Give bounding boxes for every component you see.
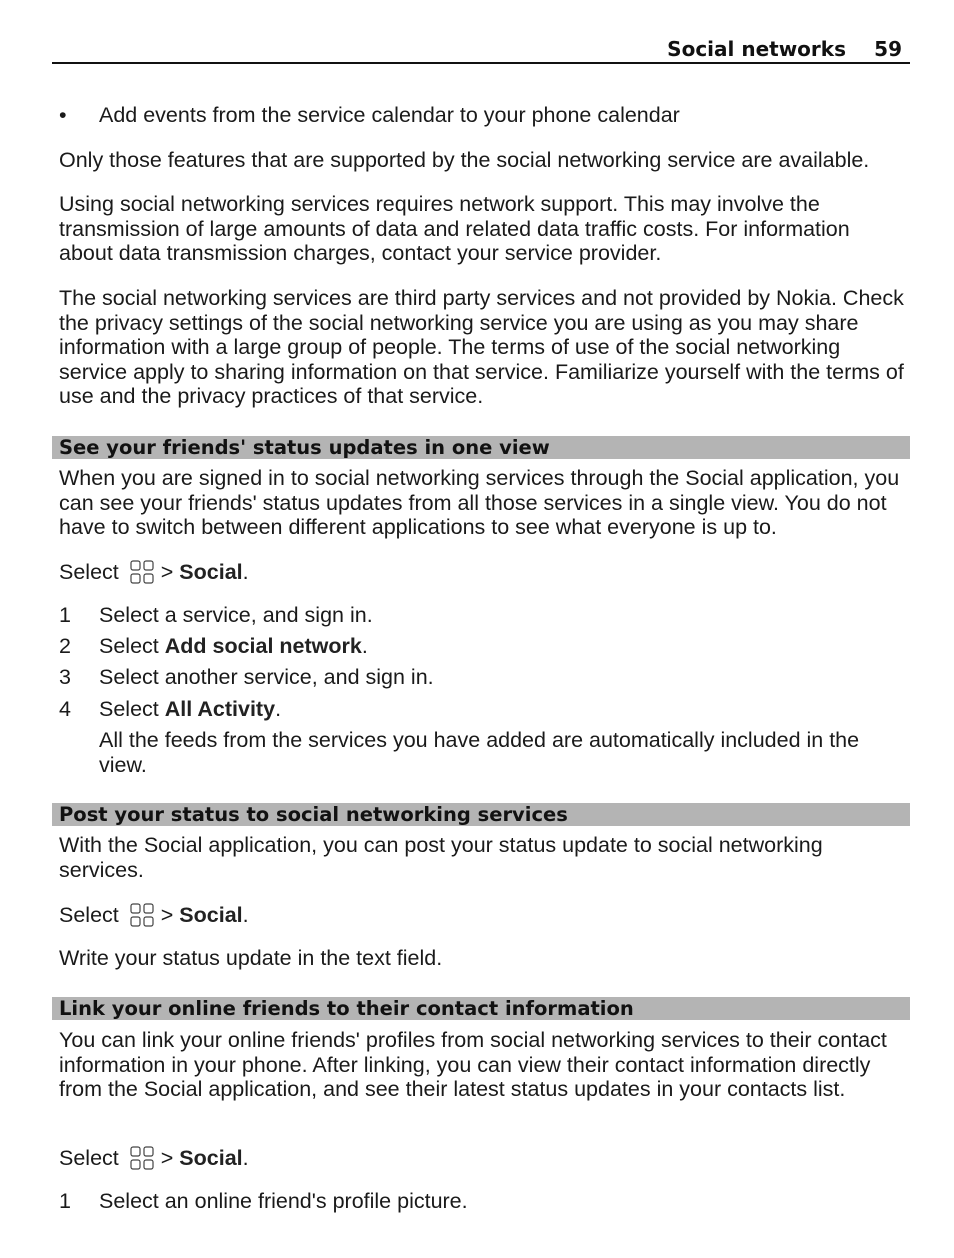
step-number: 1: [59, 1189, 71, 1213]
step-item: [59, 697, 905, 722]
social-app-label: Social: [179, 1146, 243, 1170]
section-heading: Link your online friends to their contact information: [59, 997, 634, 1020]
instruction-text: Write your status update in the text field.: [59, 946, 443, 970]
step-text: Select an online friend's profile picture.: [99, 1189, 468, 1213]
step-prefix: Select: [99, 697, 165, 721]
step-text: Select another service, and sign in.: [99, 665, 434, 689]
period: .: [242, 1146, 249, 1170]
step-number: 2: [59, 634, 71, 658]
section-heading-bar: [52, 803, 910, 826]
step-note: All the feeds from the services you have added are automatically included in the view.: [99, 728, 860, 777]
step-prefix: Select: [99, 634, 165, 658]
section-heading-bar: [52, 436, 910, 459]
bullet-text: Add events from the service calendar to your phone calendar: [99, 103, 680, 127]
path-separator: >: [160, 560, 174, 584]
select-instruction: [59, 902, 905, 928]
step-number: 1: [59, 603, 71, 627]
menu-grid-icon: [129, 559, 155, 585]
period: .: [242, 560, 249, 584]
select-instruction: [59, 559, 905, 585]
social-app-label: Social: [179, 903, 243, 927]
social-app-label: Social: [179, 560, 243, 584]
step-text: [99, 697, 905, 722]
chapter-title: Social networks: [667, 37, 846, 61]
intro-paragraph-2: Using social networking services requires network support. This may involve the transmission of large amounts of data and related data traffic costs. For information about data transmission charges, contact your service provider.: [59, 192, 850, 265]
period: .: [242, 903, 249, 927]
select-instruction: [59, 1145, 905, 1171]
step-text: Select a service, and sign in.: [99, 603, 373, 627]
step-item: [59, 603, 905, 628]
all-activity-label: All Activity: [164, 697, 276, 721]
period: .: [275, 697, 282, 721]
select-word: Select: [59, 560, 119, 584]
step-number: 4: [59, 697, 71, 721]
step-item: [59, 634, 905, 659]
running-header: [52, 36, 910, 64]
step-number: 3: [59, 665, 71, 689]
step-item: [59, 1189, 905, 1214]
add-social-network-label: Add social network: [164, 634, 362, 658]
section-body: With the Social application, you can post your status update to social networking services.: [59, 833, 823, 882]
period: .: [361, 634, 368, 658]
intro-paragraph-3: The social networking services are third party services and not provided by Nokia. Check the privacy settings of the social networking service you are using as you may share information with a large group of people. The terms of use of the social networking service apply to sharing information on that service. Familiarize yourself with the terms of use and the privacy practices of that service.: [59, 286, 904, 408]
section-body: You can link your online friends' profiles from social networking services to their contact information in your phone. After linking, you can view their contact information directly from the Social application, and see their latest status updates in your contacts list.: [59, 1028, 887, 1101]
list-item: [59, 103, 905, 128]
select-word: Select: [59, 1146, 119, 1170]
section-body: When you are signed in to social networking services through the Social application, you can see your friends' status updates from all those services in a single view. You do not have to switch between different applications to see what everyone is up to.: [59, 466, 900, 539]
bullet-marker: •: [59, 103, 67, 127]
select-word: Select: [59, 903, 119, 927]
menu-grid-icon: [129, 902, 155, 928]
step-item: [59, 665, 905, 690]
page-number: 59: [874, 37, 902, 61]
step-text: [99, 634, 905, 659]
section-heading: See your friends' status updates in one view: [59, 436, 550, 459]
section-heading: Post your status to social networking services: [59, 803, 568, 826]
section-heading-bar: [52, 997, 910, 1020]
path-separator: >: [160, 903, 174, 927]
intro-paragraph-1: Only those features that are supported by the social networking service are available.: [59, 148, 870, 172]
menu-grid-icon: [129, 1145, 155, 1171]
path-separator: >: [160, 1146, 174, 1170]
